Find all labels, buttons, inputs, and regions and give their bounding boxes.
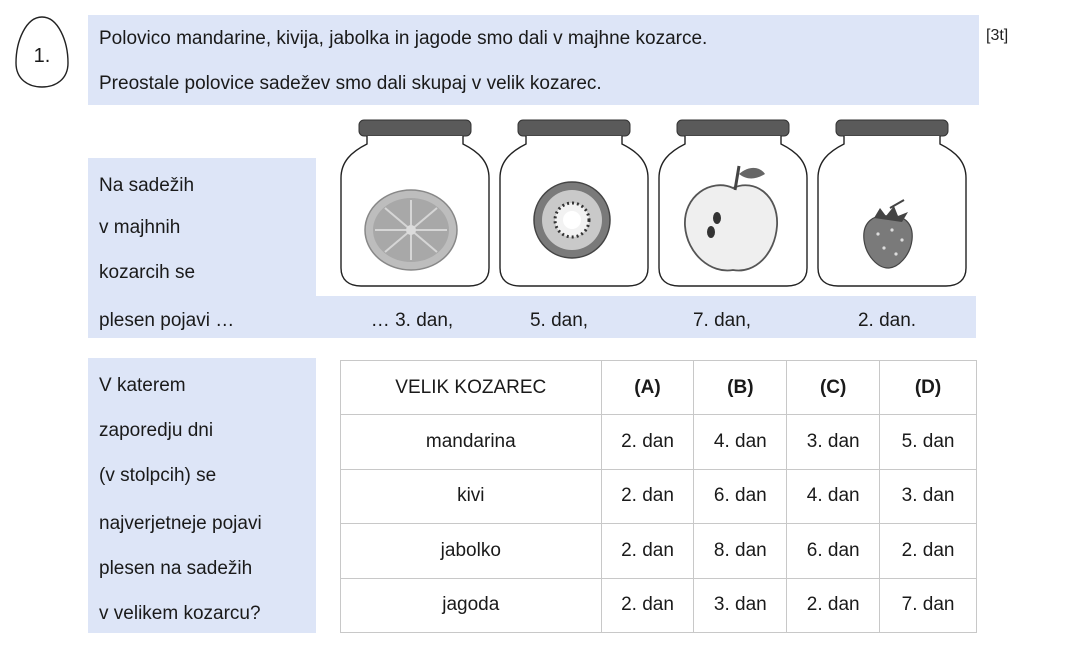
table-row [341,415,977,469]
day-cell: 2. dan [787,578,880,632]
fruit-cell: jabolko [341,524,602,578]
mandarine-icon [365,190,457,270]
header-option-a: (A) [601,361,694,415]
day-cell: 3. dan [787,415,880,469]
day-label: 5. dan, [529,310,589,331]
day-cell: 2. dan [601,524,694,578]
options-table [340,360,977,633]
day-cell: 5. dan [880,415,977,469]
jar-apple [655,118,811,290]
header-option-d: (D) [880,361,977,415]
day-cell: 7. dan [880,578,977,632]
jar-mandarine [337,118,493,290]
points-label: [3t] [986,27,1009,44]
question-number: 1. [33,45,51,67]
table-header-row [341,361,977,415]
small-jars-prompt [88,158,316,338]
header-velik-kozarec: VELIK KOZAREC [341,361,602,415]
prompt-line: najverjetneje pojavi [99,513,262,534]
fruit-cell: mandarina [341,415,602,469]
prompt-line: v majhnih [99,217,181,238]
table-row [341,578,977,632]
jar-strawberry [814,118,970,290]
prompt-line: (v stolpcih) se [99,465,217,486]
day-cell: 2. dan [601,578,694,632]
jar-kiwi [496,118,652,290]
fruit-cell: jagoda [341,578,602,632]
prompt-line: v velikem kozarcu? [99,603,261,624]
day-label: 7. dan, [692,310,752,331]
table-row [341,524,977,578]
question-number-badge [14,15,70,89]
prompt-line: zaporedju dni [99,420,214,441]
prompt-line: Na sadežih [99,175,195,196]
day-cell: 2. dan [601,469,694,523]
kiwi-icon [534,182,610,258]
day-cell: 2. dan [880,524,977,578]
day-cell: 2. dan [601,415,694,469]
table-row [341,469,977,523]
day-cell: 8. dan [694,524,787,578]
intro-line-2: Preostale polovice sadežev smo dali skupaj v velik kozarec. [99,73,602,94]
day-cell: 4. dan [787,469,880,523]
day-cell: 3. dan [694,578,787,632]
intro-line-1: Polovico mandarine, kivija, jabolka in jagode smo dali v majhne kozarce. [99,28,708,49]
intro-panel [88,15,979,105]
prompt-line: kozarcih se [99,262,196,283]
big-jar-prompt [88,358,316,633]
fruit-cell: kivi [341,469,602,523]
day-cell: 6. dan [787,524,880,578]
day-cell: 3. dan [880,469,977,523]
day-cell: 6. dan [694,469,787,523]
day-cell: 4. dan [694,415,787,469]
prompt-line: V katerem [99,375,186,396]
day-label: 2. dan. [857,310,917,331]
prompt-line: plesen na sadežih [99,558,253,579]
header-option-c: (C) [787,361,880,415]
prompt-line: plesen pojavi … [99,310,235,331]
header-option-b: (B) [694,361,787,415]
day-label: … 3. dan, [370,310,454,331]
